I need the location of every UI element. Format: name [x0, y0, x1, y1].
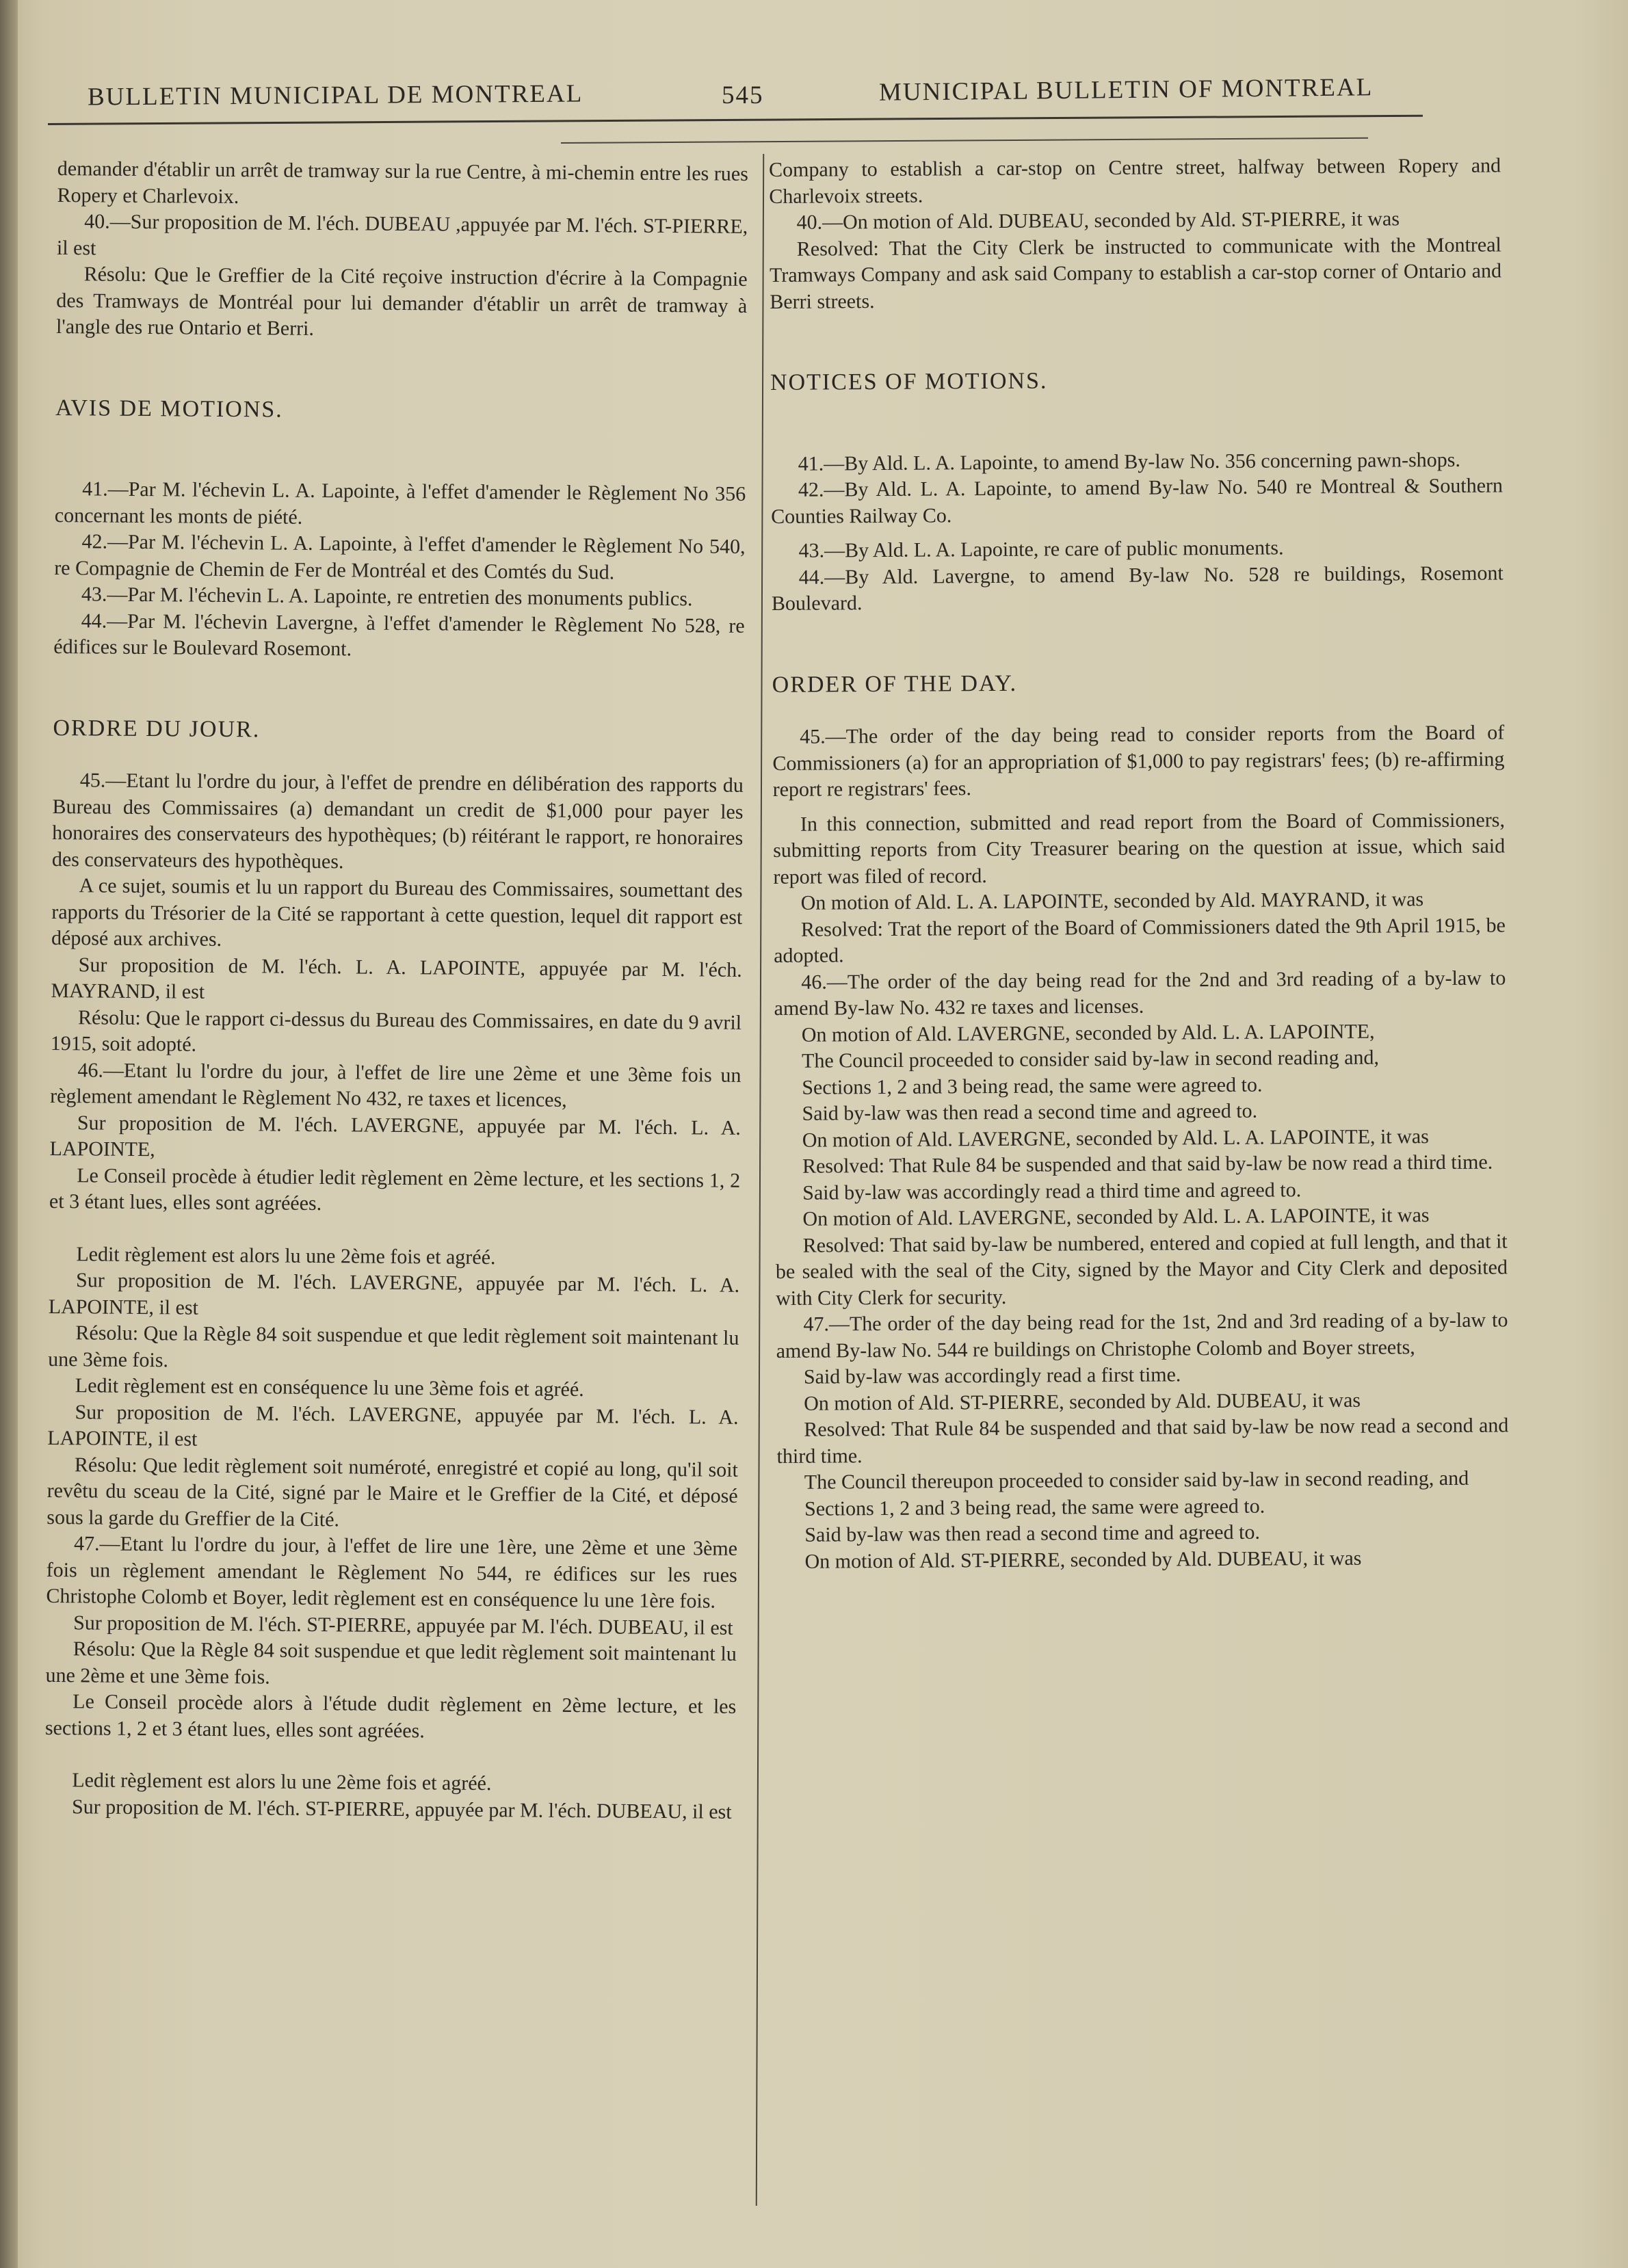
- paragraph: 44.—By Ald. Lavergne, to amend By-law No. 528 re buildings, Rosemont Boulevard.: [771, 561, 1504, 615]
- paragraph: Résolu: Que la Règle 84 soit suspendue et que ledit règlement soit maintenant lu une 2ème et une 3ème fois.: [45, 1637, 737, 1689]
- book-binding: [0, 0, 18, 2268]
- paragraph: Le Conseil procède à étudier ledit règlement en 2ème lecture, et les sections 1, 2 et 3 étant lues, elles sont agréées.: [49, 1163, 741, 1215]
- french-column: [44, 156, 748, 1825]
- section-heading: ORDRE DU JOUR.: [53, 715, 261, 742]
- paragraph: 42.—Par M. l'échevin L. A. Lapointe, à l'effet d'amender le Règlement No 540, re Compagnie de Chemin de Fer de Montréal et des Comtés du Sud.: [54, 530, 746, 583]
- paragraph: In this connection, submitted and read report from the Board of Commissioners, submitting reports from City Treasurer bearing on the question at issue, which said report was filed of record.: [773, 808, 1506, 888]
- paragraph: On motion of Ald. ST-PIERRE, seconded by Ald. DUBEAU, it was: [804, 1388, 1361, 1415]
- paragraph: Resolved: That the City Clerk be instructed to communicate with the Montreal Tramways Company and ask said Company to establish a car-stop corner of Ontario and Berri streets.: [769, 233, 1502, 313]
- paragraph: Résolu: Que le rapport ci-dessus du Bureau des Commissaires, en date du 9 avril 1915, soit adopté.: [50, 1005, 742, 1056]
- paragraph: Said by-law was then read a second time and agreed to.: [804, 1520, 1261, 1546]
- paragraph: On motion of Ald. LAVERGNE, seconded by Ald. L. A. LAPOINTE, it was: [802, 1204, 1430, 1230]
- paragraph: Sur proposition de M. l'éch. LAVERGNE, appuyée par M. l'éch. L. A. LAPOINTE, il est: [47, 1400, 739, 1451]
- paragraph: Said by-law was accordingly read a third time and agreed to.: [802, 1178, 1302, 1204]
- paragraph: 45.—Etant lu l'ordre du jour, à l'effet de prendre en délibération des rapports du Bureau des Commissaires (a) demandant un credit de $1,000 pour payer les honoraires des conservateurs des hypothèques; (b) réitérant le rapport, re honoraires des conservateurs des hypothèques.: [51, 769, 744, 873]
- paragraph: Sections 1, 2 and 3 being read, the same were agreed to.: [802, 1073, 1263, 1099]
- column-divider: [756, 154, 764, 2206]
- section-heading: ORDER OF THE DAY.: [772, 670, 1018, 698]
- paragraph: Ledit règlement est en conséquence lu une 3ème fois et agréé.: [75, 1374, 584, 1401]
- paragraph: Resolved: That Rule 84 be suspended and that said by-law be now read a second and third time.: [776, 1414, 1509, 1468]
- paragraph: Sections 1, 2 and 3 being read, the same were agreed to.: [804, 1494, 1265, 1520]
- paragraph: A ce sujet, soumis et lu un rapport du Bureau des Commissaires, soumettant des rapports du Trésorier de la Cité se rapportant à cette question, lequel dit rapport est déposé aux archives.: [51, 874, 743, 951]
- running-head-french: BULLETIN MUNICIPAL DE MONTREAL: [87, 79, 583, 111]
- paragraph: Résolu: Que ledit règlement soit numéroté, enregistré et copié au long, qu'il soit revêtu du sceau de la Cité, signé par le Maire et le Greffier de la Cité, et déposé sous la garde du Greffier de la Cité.: [47, 1453, 739, 1531]
- paragraph: The Council thereupon proceeded to consider said by-law in second reading, and: [804, 1466, 1469, 1494]
- paragraph: 41.—By Ald. L. A. Lapointe, to amend By-law No. 356 concerning pawn-shops.: [798, 448, 1461, 475]
- paragraph: 41.—Par M. l'échevin L. A. Lapointe, à l'effet d'amender le Règlement No 356 concernant les monts de piété.: [54, 477, 746, 529]
- paragraph: Said by-law was then read a second time and agreed to.: [802, 1099, 1258, 1125]
- header-rule: [48, 115, 1423, 125]
- running-head-english: MUNICIPAL BULLETIN OF MONTREAL: [878, 73, 1374, 107]
- paragraph: Sur proposition de M. l'éch. LAVERGNE, appuyée par M. l'éch. L. A. LAPOINTE, il est: [48, 1269, 740, 1319]
- paragraph: 44.—Par M. l'échevin Lavergne, à l'effet d'amender le Règlement No 528, re édifices sur le Boulevard Rosemont.: [53, 609, 745, 661]
- paragraph: On motion of Ald. LAVERGNE, seconded by Ald. L. A. LAPOINTE, it was: [802, 1124, 1429, 1152]
- paragraph: On motion of Ald. LAVERGNE, seconded by Ald. L. A. LAPOINTE,: [801, 1020, 1375, 1046]
- paragraph: Resolved: Trat the report of the Board of Commissioners dated the 9th April 1915, be adopted.: [774, 913, 1506, 967]
- paragraph: 43.—By Ald. L. A. Lapointe, re care of public monuments.: [798, 536, 1284, 562]
- paragraph: Company to establish a car-stop on Centre street, halfway between Ropery and Charlevoix streets.: [769, 154, 1501, 208]
- paragraph: Ledit règlement est alors lu une 2ème fois et agréé.: [76, 1242, 496, 1269]
- paragraph: 40.—Sur proposition de M. l'éch. DUBEAU ,appuyée par M. l'éch. ST-PIERRE, il est: [56, 210, 748, 259]
- paragraph: 45.—The order of the day being read to consider reports from the Board of Commissioners (a) for an appropriation of $1,000 to pay registrars' fees; (b) re-affirming report re registrars' fees.: [772, 721, 1505, 801]
- paragraph: Resolved: That said by-law be numbered, entered and copied at full length, and that it be sealed with the seal of the City, signed by the Mayor and City Clerk and deposited with City Clerk for security.: [775, 1229, 1508, 1310]
- paragraph: Résolu: Que la Règle 84 soit suspendue et que ledit règlement soit maintenant lu une 3ème fois.: [48, 1321, 739, 1371]
- paragraph: 46.—Etant lu l'ordre du jour, à l'effet de lire une 2ème et une 3ème fois un règlement amendant le Règlement No 432, re taxes et licences,: [50, 1058, 741, 1111]
- paragraph: Resolved: That Rule 84 be suspended and that said by-law be now read a third time.: [802, 1150, 1493, 1178]
- paragraph: On motion of Ald. L. A. LAPOINTE, seconded by Ald. MAYRAND, it was: [800, 888, 1424, 914]
- paragraph: Le Conseil procède alors à l'étude dudit règlement en 2ème lecture, et les sections 1, 2 et 3 étant lues, elles sont agréées.: [44, 1690, 737, 1742]
- paragraph: Sur proposition de M. l'éch. LAVERGNE, appuyée par M. l'éch. L. A. LAPOINTE,: [49, 1111, 741, 1161]
- paragraph: 47.—The order of the day being read for the 1st, 2nd and 3rd reading of a by-law to amend By-law No. 544 re buildings on Christophe Colomb and Boyer streets,: [776, 1308, 1508, 1362]
- paragraph: 43.—Par M. l'échevin L. A. Lapointe, re entretien des monuments publics.: [81, 583, 693, 611]
- paragraph: Said by-law was accordingly read a first time.: [803, 1363, 1181, 1388]
- paragraph: Sur proposition de M. l'éch. ST-PIERRE, appuyée par M. l'éch. DUBEAU, il est: [73, 1611, 733, 1639]
- paragraph: The Council proceeded to consider said by-law in second reading and,: [801, 1046, 1380, 1072]
- paragraph: 42.—By Ald. L. A. Lapointe, to amend By-law No. 540 re Montreal & Southern Counties Railway Co.: [771, 474, 1504, 528]
- paragraph: Résolu: Que le Greffier de la Cité reçoive instruction d'écrire à la Compagnie des Tramways de Montréal pour lui demander d'établir un arrêt de tramway à l'angle des rue Ontario et Berri.: [55, 263, 748, 340]
- paragraph: 47.—Etant lu l'ordre du jour, à l'effet de lire une 1ère, une 2ème et une 3ème fois un règlement amendant le Règlement No 544, re édifices sur les rues Christophe Colomb et Boyer, ledit règlement est en conséquence lu une 1ère fois.: [46, 1532, 738, 1613]
- header-rule-secondary: [561, 137, 1368, 144]
- section-heading: NOTICES OF MOTIONS.: [770, 368, 1048, 395]
- paragraph: On motion of Ald. ST-PIERRE, seconded by Ald. DUBEAU, it was: [804, 1546, 1362, 1573]
- paragraph: Sur proposition de M. l'éch. ST-PIERRE, appuyée par M. l'éch. DUBEAU, il est: [71, 1795, 732, 1823]
- paragraph: 46.—The order of the day being read for the 2nd and 3rd reading of a by-law to amend By-law No. 432 re taxes and licenses.: [774, 966, 1506, 1020]
- page-number: 545: [722, 81, 764, 109]
- english-column: [769, 153, 1510, 1574]
- paragraph: Sur proposition de M. l'éch. L. A. LAPOINTE, appuyée par M. l'éch. MAYRAND, il est: [51, 953, 742, 1003]
- section-heading: AVIS DE MOTIONS.: [55, 395, 283, 423]
- paragraph: Ledit règlement est alors lu une 2ème fois et agréé.: [72, 1769, 492, 1795]
- paragraph: 40.—On motion of Ald. DUBEAU, seconded by Ald. ST-PIERRE, it was: [796, 207, 1400, 234]
- paragraph: demander d'établir un arrêt de tramway sur la rue Centre, à mi-chemin entre les rues Ropery et Charlevoix.: [57, 157, 748, 208]
